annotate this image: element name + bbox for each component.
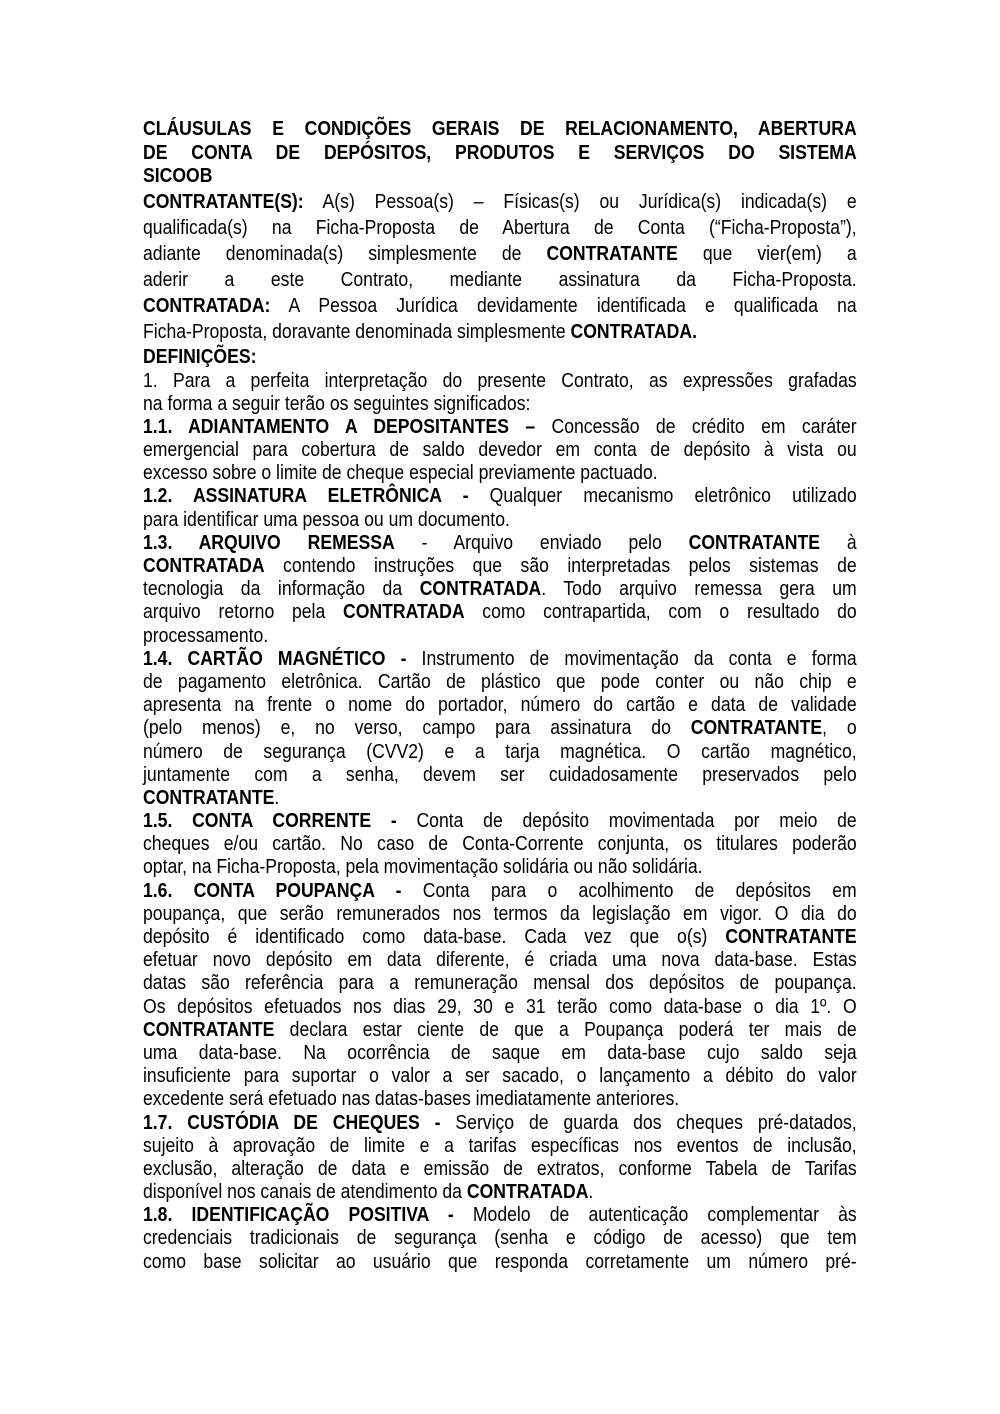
text-run: . — [588, 1181, 594, 1204]
text-line — [143, 694, 857, 717]
definitions-list — [143, 370, 857, 1274]
text-run: Ficha-Proposta, doravante denominada simplesmente — [143, 320, 571, 343]
text-run: Qualquer mecanismo eletrônico utilizado — [468, 485, 857, 508]
bold-term: CLÁUSULAS E CONDIÇÕES GERAIS DE RELACIONAMENTO, ABERTURA — [143, 118, 857, 140]
text-line — [143, 267, 857, 293]
text-line — [143, 319, 857, 345]
parties-section — [143, 189, 857, 345]
bold-term: 1.1. ADIANTAMENTO A DEPOSITANTES – — [143, 415, 536, 438]
text-line — [143, 1181, 857, 1204]
text-line — [143, 856, 857, 879]
text-run: Conta de depósito movimentada por meio de — [396, 810, 857, 833]
text-line — [143, 787, 857, 810]
text-run: emergencial para cobertura de saldo devedor em conta de depósito à vista ou — [143, 439, 857, 462]
text-run: - Arquivo enviado pelo — [394, 531, 689, 554]
definition-paragraph — [143, 416, 857, 486]
text-run: juntamente com a senha, devem ser cuidadosamente preservados pelo — [143, 763, 857, 786]
bold-term: CONTRATADA — [466, 1181, 589, 1204]
text-run: A Pessoa Jurídica devidamente identificada e qualificada na — [270, 294, 857, 317]
text-line — [143, 485, 857, 508]
text-run: poupança, que serão remunerados nos termos da legislação em vigor. O dia do — [143, 902, 857, 925]
text-line — [143, 741, 857, 764]
text-run: de pagamento eletrônica. Cartão de plástico que pode conter ou não chip e — [143, 670, 857, 693]
text-run: . Todo arquivo remessa gera um — [541, 578, 857, 601]
text-line — [143, 1019, 857, 1042]
bold-term: 1.6. CONTA POUPANÇA - — [143, 879, 402, 902]
text-line — [143, 165, 857, 189]
text-line — [143, 1227, 857, 1250]
text-line — [143, 880, 857, 903]
bold-term: CONTRATANTE — [143, 786, 275, 809]
text-run: optar, na Ficha-Proposta, pela movimentação solidária ou não solidária. — [143, 856, 703, 879]
text-line — [143, 648, 857, 671]
definition-paragraph — [143, 532, 857, 648]
bold-term: 1.2. ASSINATURA ELETRÔNICA - — [143, 485, 469, 508]
text-run: número de segurança (CVV2) e a tarja magnética. O cartão magnético, — [143, 740, 857, 763]
bold-term: CONTRATADA — [419, 578, 542, 601]
text-line — [143, 1065, 857, 1088]
text-line — [143, 903, 857, 926]
text-run: Instrumento de movimentação da conta e forma — [406, 647, 857, 670]
text-line — [143, 345, 857, 370]
bold-term: 1.4. CARTÃO MAGNÉTICO - — [143, 647, 407, 670]
bold-term: CONTRATANTE — [546, 242, 678, 265]
bold-term: 1.5. CONTA CORRENTE - — [143, 810, 397, 833]
text-run: excedente será efetuado nas datas-bases imediatamente anteriores. — [143, 1088, 680, 1111]
bold-term: SICOOB — [143, 165, 213, 187]
bold-term: CONTRATANTE — [688, 531, 820, 554]
text-run: que vier(em) a — [677, 242, 857, 265]
text-run: para identificar uma pessoa ou um documento. — [143, 508, 510, 531]
document-page — [143, 118, 857, 1274]
bold-term: 1.7. CUSTÓDIA DE CHEQUES - — [143, 1111, 441, 1134]
text-run: contendo instruções que são interpretadas pelos sistemas de — [264, 555, 857, 577]
text-run: sujeito à aprovação de limite e a tarifas específicas nos eventos de inclusão, — [143, 1134, 857, 1157]
text-run: depósito é identificado como data-base. Cada vez que o(s) — [143, 926, 726, 948]
definitions-heading — [143, 345, 857, 370]
text-run: cheques e/ou cartão. No caso de Conta-Corrente conjunta, os titulares poderão — [143, 833, 857, 856]
text-run: arquivo retorno pela — [143, 601, 343, 624]
text-line — [143, 601, 857, 624]
text-run: credenciais tradicionais de segurança (senha e código de acesso) que tem — [143, 1227, 857, 1250]
text-line — [143, 578, 857, 601]
text-run: (pelo menos) e, no verso, campo para assinatura do — [143, 717, 691, 740]
bold-term: 1.8. IDENTIFICAÇÃO POSITIVA - — [143, 1204, 454, 1227]
definition-paragraph — [143, 1204, 857, 1274]
text-run: aderir a este Contrato, mediante assinatura da Ficha-Proposta. — [143, 268, 857, 291]
text-run: à — [819, 531, 857, 554]
bold-term: DE CONTA DE DEPÓSITOS, PRODUTOS E SERVIÇOS DO SISTEMA — [143, 141, 857, 164]
text-line — [143, 509, 857, 532]
text-line — [143, 1042, 857, 1065]
text-run: disponível nos canais de atendimento da — [143, 1181, 467, 1204]
text-line — [143, 370, 857, 393]
text-run: 1. Para a perfeita interpretação do presente Contrato, as expressões grafadas — [143, 369, 857, 392]
text-run: excesso sobre o limite de cheque especial previamente pactuado. — [143, 462, 658, 485]
text-run: Concessão de crédito em caráter — [535, 415, 857, 438]
text-run: declara estar ciente de que a Poupança poderá ter mais de — [274, 1018, 857, 1041]
text-run: uma data-base. Na ocorrência de saque em data-base cujo saldo seja — [143, 1041, 857, 1064]
text-line — [143, 810, 857, 833]
text-line — [143, 118, 857, 142]
bold-term: CONTRATADA — [143, 555, 265, 577]
text-line — [143, 142, 857, 166]
definition-paragraph — [143, 648, 857, 810]
title-paragraph — [143, 118, 857, 189]
text-line — [143, 833, 857, 856]
definition-paragraph — [143, 810, 857, 880]
text-line — [143, 439, 857, 462]
text-run: processamento. — [143, 624, 269, 647]
text-run: tecnologia da informação da — [143, 578, 420, 601]
bold-term: CONTRATADA. — [570, 320, 697, 343]
text-line — [143, 189, 857, 215]
text-line — [143, 1135, 857, 1158]
text-line — [143, 1112, 857, 1135]
text-run: A(s) Pessoa(s) – Físicas(s) ou Jurídica(s) indicada(s) e — [303, 190, 857, 213]
text-line — [143, 996, 857, 1019]
text-line — [143, 1088, 857, 1111]
text-line — [143, 717, 857, 740]
text-run: como contrapartida, com o resultado do — [464, 601, 857, 624]
bold-term: CONTRATANTE(S): — [143, 190, 304, 213]
text-line — [143, 215, 857, 241]
text-line — [143, 293, 857, 319]
text-line — [143, 462, 857, 485]
text-run: datas são referência para a remuneração mensal dos depósitos de poupança. — [143, 972, 857, 995]
bold-term: CONTRATADA — [342, 601, 465, 624]
text-line — [143, 625, 857, 648]
text-run: exclusão, alteração de data e emissão de extratos, conforme Tabela de Tarifas — [143, 1157, 857, 1180]
definition-paragraph — [143, 485, 857, 531]
text-run: , o — [822, 717, 857, 740]
text-run: Serviço de guarda dos cheques pré-datados, — [440, 1111, 857, 1134]
text-line — [143, 241, 857, 267]
text-run: . — [274, 786, 280, 809]
bold-term: 1.3. ARQUIVO REMESSA — [143, 531, 395, 554]
definition-paragraph — [143, 1112, 857, 1205]
text-line — [143, 1251, 857, 1274]
document-title — [143, 118, 857, 189]
text-line — [143, 416, 857, 439]
bold-term: CONTRATANTE — [725, 926, 857, 948]
text-run: Conta para o acolhimento de depósitos em — [401, 879, 857, 902]
text-run: Modelo de autenticação complementar às — [453, 1204, 857, 1227]
text-run: qualificada(s) na Ficha-Proposta de Abertura de Conta (“Ficha-Proposta”), — [143, 216, 857, 239]
bold-term: CONTRATANTE — [690, 717, 823, 740]
text-run: na forma a seguir terão os seguintes significados: — [143, 392, 531, 415]
text-run: efetuar novo depósito em data diferente, é criada uma nova data-base. Estas — [143, 949, 857, 972]
text-line — [143, 1204, 857, 1227]
text-line — [143, 764, 857, 787]
text-line — [143, 926, 857, 949]
bold-term: DEFINIÇÕES: — [143, 345, 257, 368]
text-line — [143, 532, 857, 555]
text-run: Os depósitos efetuados nos dias 29, 30 e 31 terão como data-base o dia 1º. O — [143, 995, 857, 1018]
bold-term: CONTRATANTE — [143, 1018, 275, 1041]
heading-paragraph — [143, 345, 857, 370]
text-run: adiante denominada(s) simplesmente de — [143, 242, 547, 265]
definition-paragraph — [143, 370, 857, 416]
definition-paragraph — [143, 880, 857, 1112]
text-line — [143, 1158, 857, 1181]
text-line — [143, 972, 857, 995]
text-line — [143, 555, 857, 578]
parties-paragraph — [143, 189, 857, 345]
text-run: apresenta na frente o nome do portador, número do cartão e data de validade — [143, 694, 857, 717]
text-line — [143, 949, 857, 972]
text-run: como base solicitar ao usuário que responda corretamente um número pré- — [143, 1250, 857, 1273]
text-run: insuficiente para suportar o valor a ser sacado, o lançamento a débito do valor — [143, 1065, 857, 1088]
bold-term: CONTRATADA: — [143, 294, 271, 317]
text-line — [143, 671, 857, 694]
text-line — [143, 393, 857, 416]
